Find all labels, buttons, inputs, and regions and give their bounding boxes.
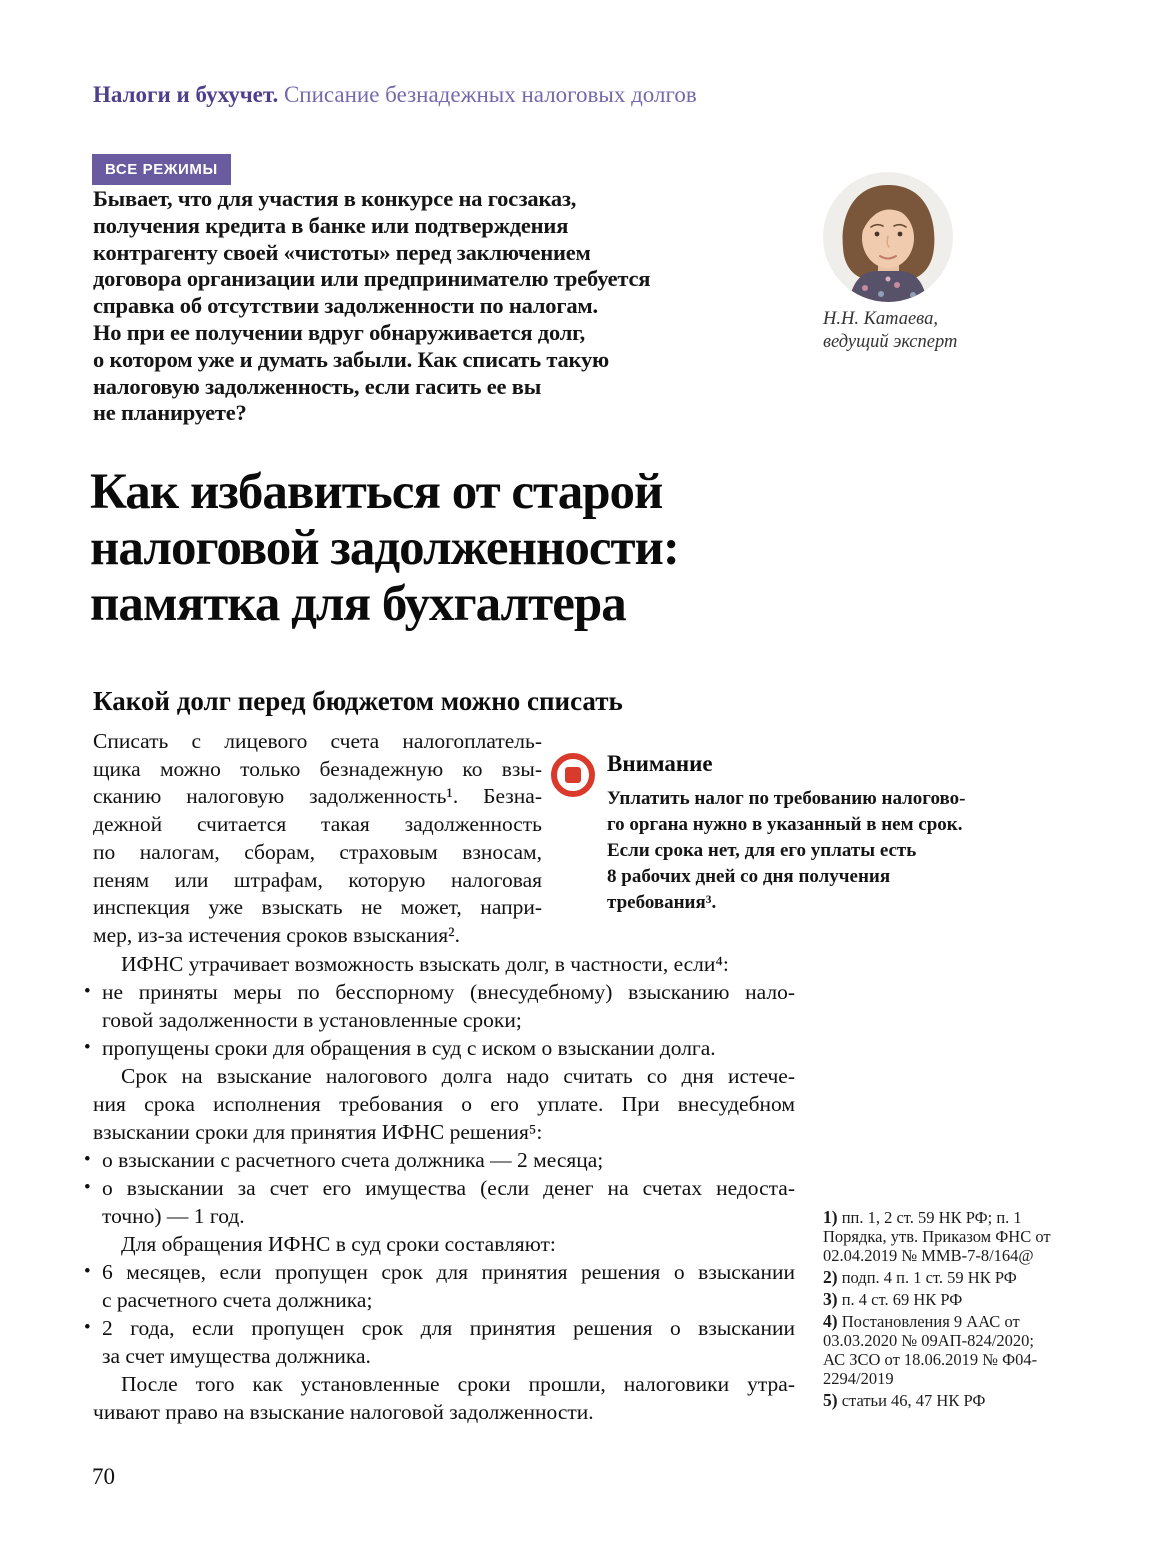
lead-line: о котором уже и думать забыли. Как списать такую — [93, 346, 609, 372]
author-portrait-illustration — [823, 172, 953, 302]
rubric-title: Налоги и бухучет. — [93, 82, 279, 107]
bullet-line: • 6 месяцев, если пропущен срок для принятия решения о взыскании — [93, 1258, 795, 1286]
body-line: Срок на взыскание налогового долга надо считать со дня истече- — [121, 1064, 795, 1088]
attention-line: 8 рабочих дней со дня получения — [607, 866, 891, 887]
body-line: дежной считается такая задолженность — [93, 812, 542, 837]
footnote-number: 3) — [823, 1289, 838, 1309]
body-line: сканию налоговую задолженность¹. Безна- — [93, 784, 542, 809]
rubric-topic: Списание безнадежных налоговых долгов — [278, 82, 697, 107]
author-role: ведущий эксперт — [823, 331, 958, 352]
lead-line: не планируете? — [93, 400, 247, 426]
title-line: налоговой задолженности: — [90, 520, 679, 576]
lead-paragraph — [93, 186, 650, 427]
lead-line: Бывает, что для участия в конкурсе на госзаказ, — [93, 186, 577, 211]
section-heading: Какой долг перед бюджетом можно списать — [93, 686, 623, 716]
bullet-line: • пропущены сроки для обращения в суд с иском о взыскании долга. — [93, 1034, 795, 1062]
body-line: После того как установленные сроки прошли, налоговики утра- — [121, 1372, 795, 1396]
body-line: пеням или штрафам, которую налоговая — [93, 867, 542, 892]
regime-badge: ВСЕ РЕЖИМЫ — [92, 154, 231, 185]
lead-line: налоговую задолженность, если гасить ее вы — [93, 373, 542, 399]
body-line: точно) — 1 год. — [102, 1204, 245, 1228]
body-line: взыскании сроки для принятия ИФНС решения⁵: — [93, 1120, 543, 1144]
author-photo — [823, 172, 953, 302]
footnote-number: 2) — [823, 1267, 838, 1287]
article-body — [93, 950, 795, 1426]
bullet-line: • о взыскании с расчетного счета должника — 2 месяца; — [93, 1146, 795, 1174]
footnote-number: 1) — [823, 1207, 838, 1227]
footnote-text: пп. 1, 2 ст. 59 НК РФ; п. 1 Порядка, утв. Приказом ФНС от 02.04.2019 № ММВ-7-8/164@ — [823, 1208, 1051, 1265]
attention-icon-square — [565, 767, 581, 783]
lead-line: договора организации или предпринимателю требуется — [93, 266, 651, 292]
attention-title: Внимание — [607, 751, 713, 776]
rubric-header — [93, 82, 697, 108]
title-line: Как избавиться от старой — [90, 464, 663, 520]
lead-line: справка об отсутствии задолженности по налогам. — [93, 293, 598, 319]
lead-line: Но при ее получении вдруг обнаруживается долг, — [93, 319, 586, 345]
attention-icon — [551, 753, 595, 797]
bullet-line: • 2 года, если пропущен срок для принятия решения о взыскании — [93, 1314, 795, 1342]
attention-line: Если срока нет, для его уплаты есть — [607, 840, 917, 861]
author-caption — [823, 308, 957, 353]
lead-line: контрагенту своей «чистоты» перед заключением — [93, 239, 591, 265]
body-line: Списать с лицевого счета налогоплатель- — [93, 729, 542, 753]
footnote-text: Постановления 9 ААС от 03.03.2020 № 09АП-824/2020; АС ЗСО от 18.06.2019 № Ф04-2294/2019 — [823, 1312, 1038, 1388]
bullet-line: • не приняты меры по бесспорному (внесудебному) взысканию нало- — [93, 978, 795, 1006]
body-line: чивают право на взыскание налоговой задолженности. — [93, 1400, 594, 1424]
lead-line: получения кредита в банке или подтверждения — [93, 212, 569, 238]
body-line: мер, из-за истечения сроков взыскания². — [93, 922, 460, 947]
body-line: Для обращения ИФНС в суд сроки составляют: — [121, 1232, 556, 1256]
footnote-text: статьи 46, 47 НК РФ — [837, 1391, 986, 1410]
body-line: ИФНС утрачивает возможность взыскать долг, в частности, если⁴: — [121, 952, 729, 976]
body-line: с расчетного счета должника; — [102, 1288, 373, 1312]
body-line: по налогам, сборам, страховым взносам, — [93, 839, 542, 864]
body-line: за счет имущества должника. — [102, 1344, 371, 1368]
body-line: ния срока исполнения требования о его уплате. При внесудебном — [93, 1092, 795, 1116]
title-line: памятка для бухгалтера — [90, 576, 626, 632]
page-number: 70 — [92, 1464, 115, 1489]
attention-line: го органа нужно в указанный в нем срок. — [607, 814, 963, 835]
footnote-number: 5) — [823, 1390, 838, 1410]
body-line: щика можно только безнадежную ко взы- — [93, 756, 542, 781]
footnote-number: 4) — [823, 1311, 838, 1331]
footnote-item — [823, 1391, 1055, 1410]
body-line: говой задолженности в установленные сроки; — [102, 1008, 522, 1032]
attention-callout — [551, 751, 1021, 916]
intro-column — [93, 728, 542, 950]
attention-line: требования³. — [607, 892, 717, 913]
attention-line: Уплатить налог по требованию налогово- — [607, 788, 966, 809]
attention-text — [607, 786, 1021, 916]
footnotes — [823, 1208, 1055, 1413]
body-line: инспекция уже взыскать не может, напри- — [93, 895, 542, 920]
footnote-item — [823, 1208, 1055, 1265]
article-title — [90, 464, 679, 632]
footnote-item — [823, 1312, 1055, 1388]
footnote-text: п. 4 ст. 69 НК РФ — [837, 1290, 963, 1309]
footnote-item — [823, 1268, 1055, 1287]
footnote-text: подп. 4 п. 1 ст. 59 НК РФ — [837, 1268, 1017, 1287]
footnote-item — [823, 1290, 1055, 1309]
attention-body — [607, 751, 1021, 916]
bullet-line: • о взыскании за счет его имущества (если денег на счетах недоста- — [93, 1174, 795, 1202]
author-name: Н.Н. Катаева, — [823, 309, 938, 329]
